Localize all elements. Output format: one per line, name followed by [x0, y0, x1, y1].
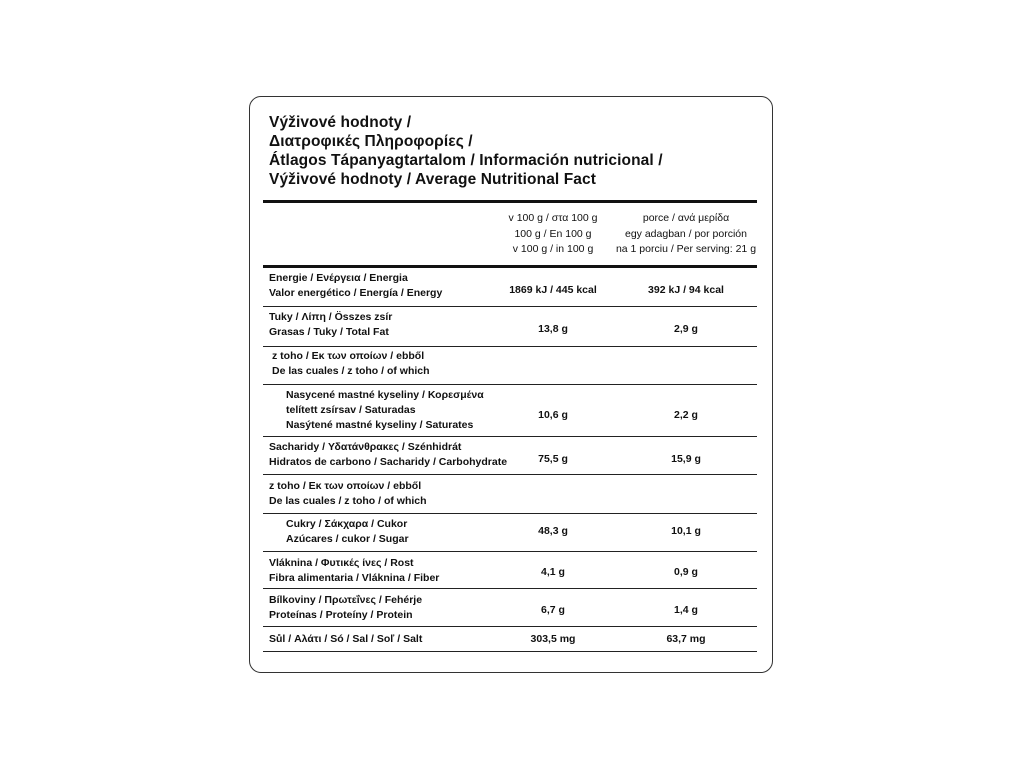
value-per-serving: 15,9 g — [671, 453, 701, 465]
nutrient-label: z toho / Εκ των οποίων / ebből — [269, 480, 422, 492]
table-row-fat — [263, 310, 757, 346]
nutrient-label: Azúcares / cukor / Sugar — [286, 533, 409, 545]
nutrient-label: De las cuales / z toho / of which — [269, 495, 427, 507]
nutrient-label: Valor energético / Energía / Energy — [269, 287, 443, 299]
nutrient-label: Bílkoviny / Πρωτεΐνες / Fehérje — [269, 594, 423, 606]
nutrient-label: De las cuales / z toho / of which — [272, 365, 430, 377]
value-per-100g: 48,3 g — [538, 525, 568, 537]
title-line-2: Διατροφικές Πληροφορίες / — [269, 133, 473, 150]
nutrient-label: Hidratos de carbono / Sacharidy / Carbohydrate — [269, 456, 508, 468]
table-header — [263, 209, 757, 259]
value-per-100g: 10,6 g — [538, 409, 568, 421]
title-divider — [263, 200, 757, 203]
nutrient-label: Sůl / Αλάτι / Só / Sal / Soľ / Salt — [269, 633, 423, 645]
value-per-serving: 0,9 g — [674, 566, 698, 578]
value-per-100g: 6,7 g — [541, 604, 565, 616]
row-divider — [263, 588, 757, 589]
nutrient-label: Nasycené mastné kyseliny / Κορεσμένα — [286, 389, 484, 401]
table-row-sugar — [263, 517, 757, 553]
table-row-protein — [263, 593, 757, 629]
table-row-saturates — [263, 388, 757, 436]
nutrient-label: Proteínas / Proteíny / Protein — [269, 609, 413, 621]
column-header-line: v 100 g / στα 100 g — [508, 212, 598, 224]
row-divider — [263, 436, 757, 437]
column-header-per-100g — [491, 211, 615, 258]
table-row-salt — [263, 632, 757, 652]
value-per-100g: 1869 kJ / 445 kcal — [509, 284, 597, 296]
column-header-per-serving — [613, 211, 759, 258]
row-divider — [263, 651, 757, 652]
title-line-4: Výživové hodnoty / Average Nutritional Fact — [269, 171, 596, 188]
row-divider — [263, 306, 757, 307]
value-per-serving: 2,2 g — [674, 409, 698, 421]
label-title — [269, 113, 759, 189]
row-divider — [263, 384, 757, 385]
value-per-100g: 303,5 mg — [530, 633, 576, 645]
table-row-of-which — [263, 349, 757, 383]
row-divider — [263, 513, 757, 514]
nutrient-label: Sacharidy / Υδατάνθρακες / Szénhidrát — [269, 441, 462, 453]
column-header-line: porce / ανά μερίδα — [642, 212, 730, 224]
row-divider — [263, 474, 757, 475]
nutrient-label: Nasýtené mastné kyseliny / Saturates — [286, 419, 474, 431]
row-divider — [263, 551, 757, 552]
value-per-serving: 10,1 g — [671, 525, 701, 537]
table-row-energy — [263, 271, 757, 307]
nutrient-label: Vláknina / Φυτικές ίνες / Rost — [269, 557, 414, 569]
value-per-serving: 2,9 g — [674, 323, 698, 335]
nutrient-label: Tuky / Λίπη / Összes zsír — [269, 311, 393, 323]
header-divider — [263, 265, 757, 268]
column-header-line: egy adagban / por porción — [624, 227, 747, 240]
value-per-serving: 1,4 g — [674, 604, 698, 616]
nutrient-label: Fibra alimentaria / Vláknina / Fiber — [269, 572, 440, 584]
table-row-fiber — [263, 556, 757, 592]
column-header-line: v 100 g / in 100 g — [512, 243, 594, 255]
nutrient-label: Energie / Ενέργεια / Energia — [269, 272, 408, 284]
table-row-carbohydrate — [263, 440, 757, 476]
value-per-serving: 392 kJ / 94 kcal — [648, 284, 724, 296]
table-row-of-which — [263, 479, 757, 513]
value-per-100g: 13,8 g — [538, 323, 568, 335]
column-header-line: 100 g / En 100 g — [514, 227, 592, 240]
column-header-line: na 1 porciu / Per serving: 21 g — [615, 243, 757, 255]
nutrient-label: z toho / Εκ των οποίων / ebből — [272, 350, 425, 362]
nutrition-label-card — [249, 96, 773, 673]
nutrient-label: Grasas / Tuky / Total Fat — [269, 326, 389, 338]
title-line-1: Výživové hodnoty / — [269, 114, 412, 131]
value-per-100g: 75,5 g — [538, 453, 568, 465]
row-divider — [263, 626, 757, 627]
value-per-serving: 63,7 mg — [666, 633, 706, 645]
row-divider — [263, 346, 757, 347]
value-per-100g: 4,1 g — [541, 566, 565, 578]
nutrient-label: telített zsírsav / Saturadas — [286, 404, 416, 416]
title-line-3: Átlagos Tápanyagtartalom / Información nutricional / — [269, 152, 663, 169]
nutrient-label: Cukry / Σάκχαρα / Cukor — [286, 518, 408, 530]
